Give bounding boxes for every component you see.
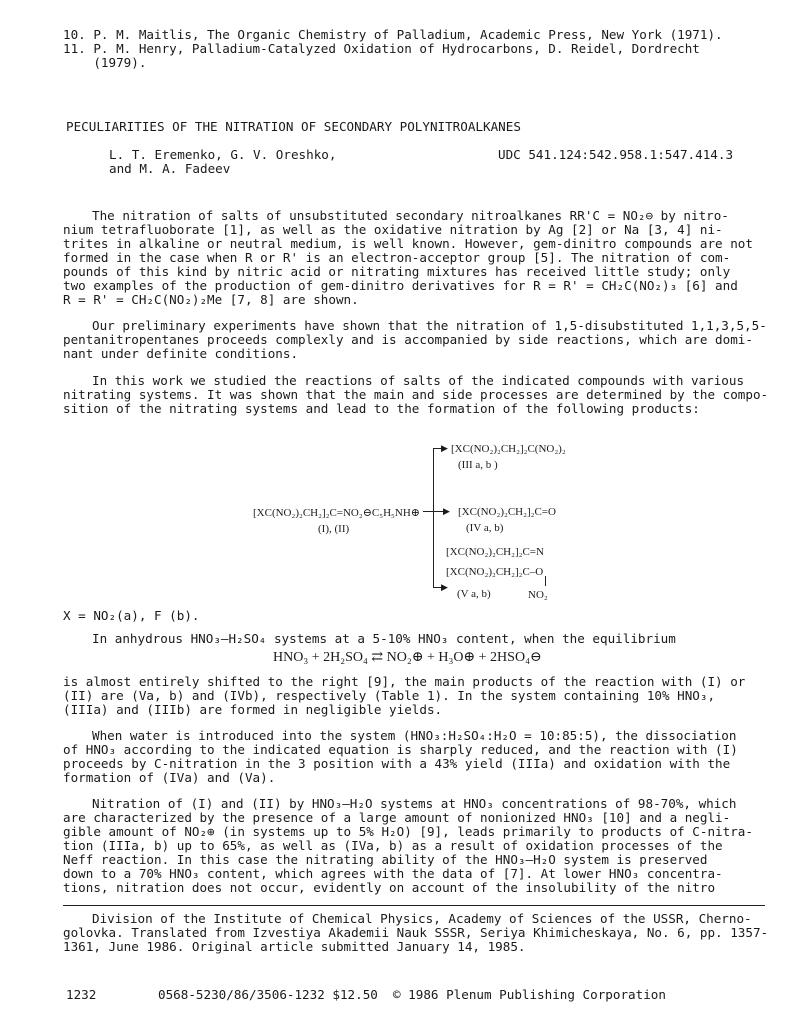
p5-line: of HNO₃ according to the indicated equation is sharply reduced, and the reaction with (I)	[63, 742, 738, 757]
p1-line: The nitration of salts of unsubstituted secondary nitroalkanes RR'C = NO₂⊖ by nitro-	[92, 208, 729, 223]
reference-10: 10. P. M. Maitlis, The Organic Chemistry of Palladium, Academic Press, New York (1971).	[63, 27, 723, 42]
p4-line: (IIIa) and (IIIb) are formed in negligible yields.	[63, 702, 443, 717]
reference-11-cont: (1979).	[63, 55, 147, 70]
footnote-line: Division of the Institute of Chemical Physics, Academy of Sciences of the USSR, Cherno-	[92, 911, 752, 926]
p2-line: Our preliminary experiments have shown that the nitration of 1,5-disubstituted 1,1,3,5,5-	[92, 318, 767, 333]
page-number: 1232	[66, 987, 97, 1002]
p5-line: When water is introduced into the system (HNO₃:H₂SO₄:H₂O = 10:85:5), the dissociation	[92, 728, 737, 743]
scheme-bracket	[433, 448, 434, 588]
arrowhead-icon: ▶	[443, 506, 450, 516]
scheme-reactant: [XC(NO₂)₂CH₂]₂C=NO₂⊖C₅H₅NH⊕	[253, 507, 420, 519]
equilibrium-equation: HNO₃ + 2H₂SO₄ ⇄ NO₂⊕ + H₃O⊕ + 2HSO₄⊖	[273, 650, 542, 665]
p3-line: sition of the nitrating systems and lead to the formation of the following products:	[63, 401, 700, 416]
p6-line: Neff reaction. In this case the nitrating ability of the HNO₃–H₂O system is preserved	[63, 852, 708, 867]
journal-code: 0568-5230/86/3506-1232 $12.50	[158, 987, 378, 1002]
p2-line: pentanitropentanes proceeds complexly and is accompanied by side reactions, which are domi-	[63, 332, 753, 347]
scheme-product-V-label: (V a, b)	[457, 588, 491, 600]
footnote-rule	[63, 905, 765, 906]
arrowhead-icon: ▶	[441, 443, 448, 453]
x-definition: X = NO₂(a), F (b).	[63, 608, 200, 623]
udc-code: UDC 541.124:542.958.1:547.414.3	[498, 147, 734, 162]
p3-line: nitrating systems. It was shown that the main and side processes are determined by the compo-	[63, 387, 769, 402]
authors-line-1: L. T. Eremenko, G. V. Oreshko,	[109, 147, 337, 162]
footnote-line: golovka. Translated from Izvestiya Akademii Nauk SSSR, Seriya Khimicheskaya, No. 6, pp. 1357-	[63, 925, 769, 940]
p1-line: R = R' = CH₂C(NO₂)₂Me [7, 8] are shown.	[63, 292, 359, 307]
p3-line: In this work we studied the reactions of salts of the indicated compounds with various	[92, 373, 745, 388]
scheme-stem	[423, 511, 433, 512]
article-title: PECULIARITIES OF THE NITRATION OF SECONDARY POLYNITROALKANES	[66, 119, 521, 134]
scheme-product-IV-label: (IV a, b)	[466, 522, 504, 534]
scheme-reactant-label: (I), (II)	[318, 523, 350, 535]
p6-line: down to a 70% HNO₃ content, which agrees with the data of [7]. At lower HNO₃ concentra-	[63, 866, 723, 881]
p2-line: nant under definite conditions.	[63, 346, 299, 361]
scheme-product-IV: [XC(NO₂)₂CH₂]₂C=O	[458, 506, 556, 518]
footnote-line: 1361, June 1986. Original article submitted January 14, 1985.	[63, 939, 526, 954]
p1-line: formed in the case when R or R' is an electron-acceptor group [5]. The nitration of com-	[63, 250, 731, 265]
p5-line: proceeds by C-nitration in the 3 position with a 43% yield (IIIa) and oxidation with the	[63, 756, 731, 771]
p4-line: (II) are (Va, b) and (IVb), respectively (Table 1). In the system containing 10% HNO₃,	[63, 688, 716, 703]
p6-line: Nitration of (I) and (II) by HNO₃–H₂O systems at HNO₃ concentrations of 98-70%, which	[92, 796, 737, 811]
scheme-product-V-line1: [XC(NO₂)₂CH₂]₂C=N	[446, 546, 544, 558]
scheme-product-V-sub: NO₂	[528, 589, 548, 601]
scheme-product-III-label: (III a, b )	[458, 459, 498, 471]
authors-line-2: and M. A. Fadeev	[109, 161, 231, 176]
p6-line: are characterized by the presence of a large amount of nonionized HNO₃ [10] and a negli-	[63, 810, 731, 825]
p1-line: nium tetrafluoborate [1], as well as the oxidative nitration by Ag [2] or Na [3, 4] ni-	[63, 222, 723, 237]
p1-line: trites in alkaline or neutral medium, is well known. However, gem-dinitro compounds are not	[63, 236, 753, 251]
scheme-bond	[545, 576, 546, 586]
copyright: © 1986 Plenum Publishing Corporation	[393, 987, 666, 1002]
p6-line: gible amount of NO₂⊕ (in systems up to 5% H₂O) [9], leads primarily to products of C-nitra-	[63, 824, 753, 839]
scheme-product-V-line2: [XC(NO₂)₂CH₂]₂C–O	[446, 566, 544, 578]
reference-11: 11. P. M. Henry, Palladium-Catalyzed Oxidation of Hydrocarbons, D. Reidel, Dordrecht	[63, 41, 700, 56]
p4-line: is almost entirely shifted to the right [9], the main products of the reaction with (I) or	[63, 674, 746, 689]
p6-line: tion (IIIa, b) up to 65%, as well as (IVa, b) as a result of oxidation processes of the	[63, 838, 723, 853]
p1-line: two examples of the production of gem-dinitro derivatives for R = R' = CH₂C(NO₂)₃ [6] and	[63, 278, 738, 293]
arrowhead-icon: ▶	[441, 582, 448, 592]
p1-line: pounds of this kind by nitric acid or nitrating mixtures has received little study; only	[63, 264, 731, 279]
p5-line: formation of (IVa) and (Va).	[63, 770, 276, 785]
p4-intro: In anhydrous HNO₃–H₂SO₄ systems at a 5-10% HNO₃ content, when the equilibrium	[92, 631, 676, 646]
scheme-product-III: [XC(NO₂)₂CH₂]₂C(NO₂)₂	[451, 443, 566, 455]
p6-line: tions, nitration does not occur, evidently on account of the insolubility of the nitro	[63, 880, 716, 895]
